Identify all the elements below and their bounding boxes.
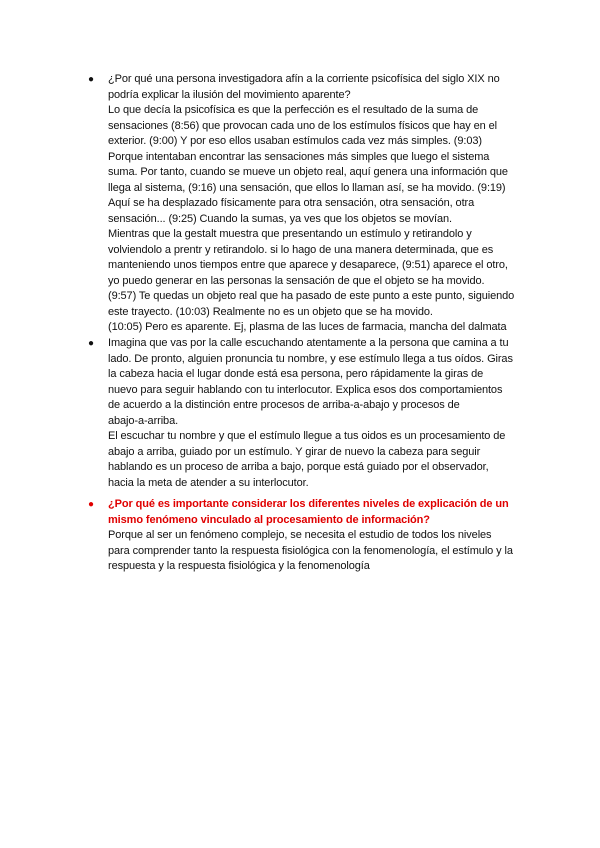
answer-line: (9:57) Te quedas un objeto real que ha pasado de este punto a este punto, siguiendo	[108, 290, 515, 302]
question-line: nuevo para seguir hablando con tu interlocutor. Explica esos dos comportamientos	[108, 383, 503, 396]
answer-line: Aquí se ha desplazado físicamente para otra sensación, otra sensación, otra	[108, 197, 475, 209]
answer-line: El escuchar tu nombre y que el estímulo llegue a tus oidos es un procesamiento de	[108, 430, 506, 442]
answer-line: Porque al ser un fenómeno complejo, se necesita el estudio de todos los niveles	[108, 529, 492, 541]
bullet-icon: ●	[88, 74, 95, 85]
answer-line: Porque intentaban encontrar las sensaciones más simples que luego el sistema	[108, 150, 490, 163]
question-block	[108, 497, 528, 575]
answer-line: abajo a arriba, guiado por un estímulo. Y girar de nuevo la cabeza para seguir	[108, 445, 481, 458]
answer-line: este trayecto. (10:03) Realmente no es un objeto que se ha movido.	[108, 305, 433, 318]
answer-line: hacia la meta de atender a su interlocutor.	[108, 476, 309, 489]
bullet-icon: ●	[88, 499, 95, 510]
answer-line: Lo que decía la psicofísica es que la perfección es el resultado de la suma de	[108, 104, 479, 116]
question-block	[108, 336, 528, 491]
answer-line: exterior. (9:00) Y por eso ellos usaban estímulos cada vez más simples. (9:03)	[108, 135, 482, 147]
question-line-highlighted: mismo fenómeno vinculado al procesamiento de información?	[108, 513, 430, 526]
question-line: Imagina que vas por la calle escuchando atentamente a la persona que camina a tu	[108, 337, 509, 349]
question-line: podría explicar la ilusión del movimiento aparente?	[108, 88, 351, 101]
question-block	[108, 72, 528, 336]
answer-line: volviendolo a prentr y retirandolo. si lo hago de una manera determinada, que es	[108, 243, 494, 256]
answer-line: manteniendo unos tiempos entre que aparece y desaparece, (9:51) aparece el otro,	[108, 259, 508, 271]
answer-line: hablando es un proceso de arriba a bajo, porque está guiado por el observador,	[108, 461, 489, 473]
question-line-highlighted: ¿Por qué es importante considerar los diferentes niveles de explicación de un	[108, 498, 509, 510]
answer-line: Mientras que la gestalt muestra que presentando un estímulo y retirandolo y	[108, 228, 472, 240]
answer-line: sensación... (9:25) Cuando la sumas, ya ves que los objetos se movían.	[108, 212, 452, 225]
bullet-icon: ●	[88, 338, 95, 349]
answer-line: sensaciones (8:56) que provocan cada uno de los estímulos físicos que hay en el	[108, 119, 497, 132]
question-line: ¿Por qué una persona investigadora afín a la corriente psicofísica del siglo XIX no	[108, 73, 500, 85]
answer-line: respuesta y la respuesta fisiológica y la fenomenología	[108, 560, 370, 572]
answer-line: (10:05) Pero es aparente. Ej, plasma de las luces de farmacia, mancha del dalmata	[108, 321, 507, 333]
answer-line: yo puedo generar en las personas la sensación de que el objeto se ha movido.	[108, 274, 485, 287]
question-line: abajo-a-arriba.	[108, 414, 179, 427]
question-line: lado. De pronto, alguien pronuncia tu nombre, y ese estímulo llega a tus oídos. Giras	[108, 352, 513, 365]
answer-line: para comprender tanto la respuesta fisiológica con la fenomenología, el estímulo y la	[108, 544, 513, 557]
question-line: la cabeza hacia el lugar donde está esa persona, pero rápidamente la giras de	[108, 368, 484, 380]
answer-line: llega al sistema, (9:16) una sensación, que ellos lo llaman así, se ha movido. (9:19)	[108, 181, 506, 194]
answer-line: suma. Por tanto, cuando se mueve un objeto real, aquí genera una información que	[108, 166, 508, 178]
question-line: de acuerdo a la distinción entre procesos de arriba-a-abajo y procesos de	[108, 399, 460, 411]
